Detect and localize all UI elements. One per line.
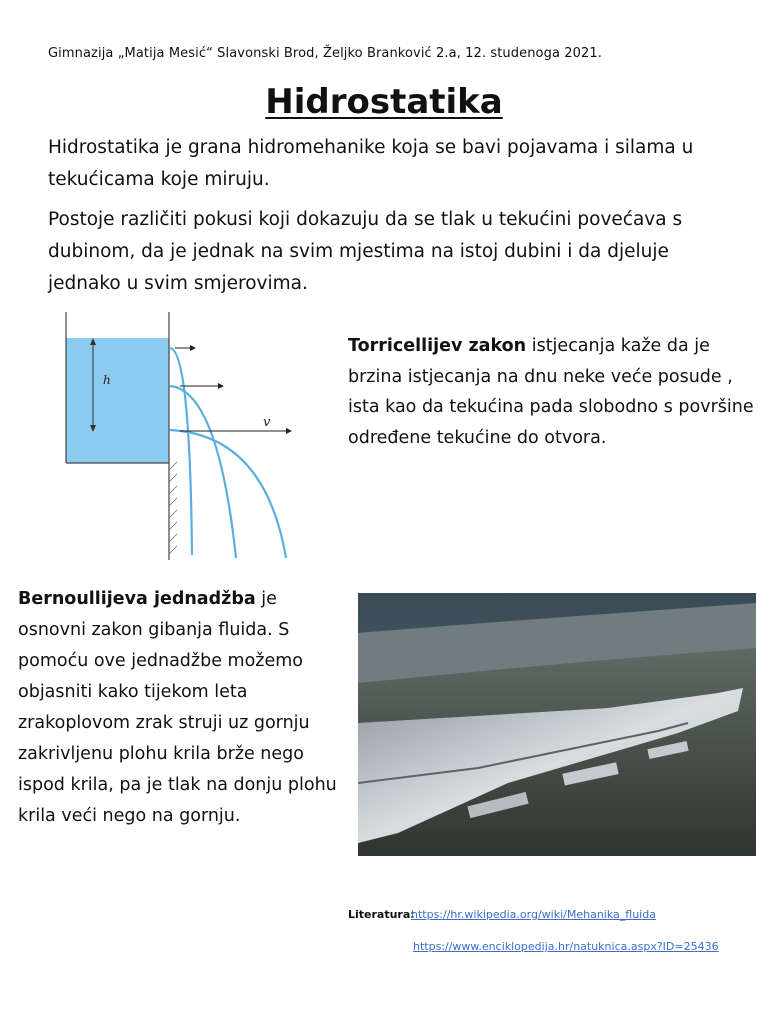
literature-label: Literatura: [348, 908, 415, 921]
page-title-text: Hidrostatika [265, 82, 503, 122]
bernoulli-term: Bernoullijeva jednadžba [18, 589, 256, 609]
velocity-arrow-1-head [190, 345, 196, 351]
intro-paragraph-2: Postoje različiti pokusi koji dokazuju da se tlak u tekućini povećava s dubinom, da je jednak na svim mjestima na istoj dubini i da djeluje jednako u svim smjerovima. [48, 209, 683, 294]
intro-paragraph-1: Hidrostatika je grana hidromehanike koja se bavi pojavama i silama u tekućicama koje miruju. [48, 137, 694, 190]
velocity-arrow-3-head [286, 428, 292, 434]
bernoulli-paragraph [18, 584, 338, 832]
water-body [66, 338, 169, 463]
stream-middle [170, 386, 236, 558]
stream-top [170, 348, 192, 555]
label-v: v [263, 415, 271, 430]
torricelli-term: Torricellijev zakon [348, 336, 527, 356]
torricelli-text: istjecanja kaže da je brzina istjecanja na dnu neke veće posude , ista kao da tekućina pada slobodno s površine određene tekućine do otvora. [348, 336, 754, 448]
torricelli-paragraph [348, 331, 758, 453]
page-title [0, 82, 768, 122]
literature-link-wikipedia[interactable]: https://hr.wikipedia.org/wiki/Mehanika_fluida [411, 908, 656, 921]
torricelli-diagram [40, 310, 310, 565]
bernoulli-text: je osnovni zakon gibanja fluida. S pomoću ove jednadžbe možemo objasniti kako tijekom leta zrakoplovom zrak struji uz gornju zakrivljenu plohu krila brže nego ispod krila, pa je tlak na donju plohu krila veći nego na gornju. [18, 589, 337, 826]
velocity-arrow-2-head [218, 383, 224, 389]
literature-link-enciklopedija[interactable]: https://www.enciklopedija.hr/natuknica.aspx?ID=25436 [413, 940, 719, 953]
airplane-wing-photo [358, 593, 756, 856]
header-info-line: Gimnazija „Matija Mesić“ Slavonski Brod, Željko Branković 2.a, 12. studenoga 2021. [48, 46, 602, 61]
label-h: h [103, 373, 111, 387]
stand-hatching [169, 462, 177, 554]
